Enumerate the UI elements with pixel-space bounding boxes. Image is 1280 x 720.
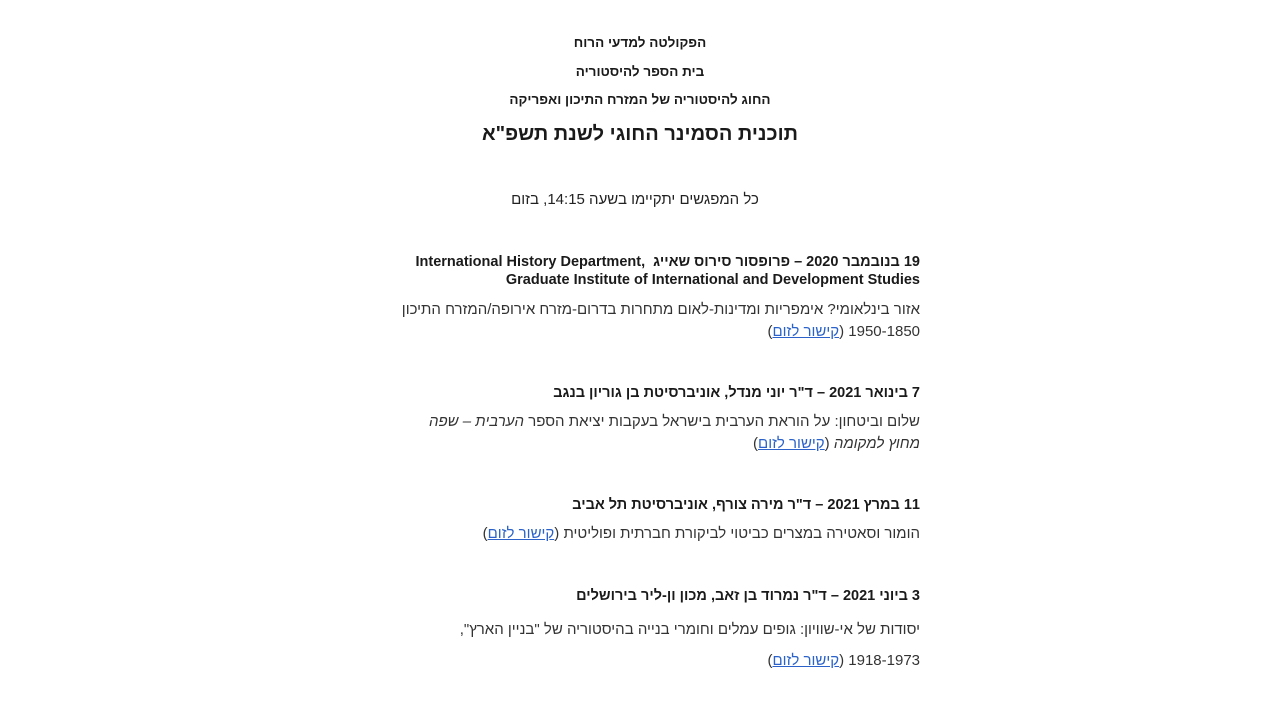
entry-topic [360, 299, 920, 343]
entry-topic-line2: 1950-1850 (קישור לזום) [767, 323, 920, 340]
school-name: בית הספר להיסטוריה [575, 64, 705, 79]
entry-topic [360, 411, 920, 455]
entry-topic-line1: הומור וסאטירה במצרים כביטוי לביקורת חברתית ופוליטית (קישור לזום) [482, 525, 920, 542]
entry-topic [360, 614, 920, 676]
entry-date-speaker: 7 בינואר 2021 – ד"ר יוני מנדל, אוניברסיטת בן גוריון בנגב [553, 385, 920, 401]
zoom-link[interactable]: קישור לזום [772, 323, 840, 340]
seminar-entry [360, 587, 920, 676]
faculty-name: הפקולטה למדעי הרוח [573, 35, 707, 50]
entry-affiliation: International History Department, [415, 254, 646, 270]
entry-date-speaker: 19 בנובמבר 2020 – פרופסור סירוס שאייג [653, 254, 920, 270]
entry-date-speaker: 3 ביוני 2021 – ד"ר נמרוד בן זאב, מכון ון-ליר בירושלים [576, 588, 920, 604]
entry-topic [360, 523, 920, 545]
sessions-note: כל המפגשים יתקיימו בשעה 14:15, בזום [511, 191, 759, 208]
entry-affiliation-line2: Graduate Institute of International and Development Studies [505, 272, 920, 288]
zoom-link[interactable]: קישור לזום [772, 652, 840, 669]
seminar-entry [360, 496, 920, 545]
department-name: החוג להיסטוריה של המזרח התיכון ואפריקה [509, 92, 771, 107]
entry-topic-line2: 1918-1973 (קישור לזום) [767, 652, 920, 669]
entry-topic-line1: אזור בינלאומי? אימפריות ומדינות-לאום מתחרות בדרום-מזרח אירופה/המזרח התיכון [401, 301, 920, 318]
entry-heading [360, 253, 920, 271]
zoom-link[interactable]: קישור לזום [758, 435, 825, 452]
entry-date-speaker: 11 במרץ 2021 – ד"ר מירה צורף, אוניברסיטת תל אביב [572, 497, 920, 513]
seminar-entry [360, 253, 920, 343]
page-title: תוכנית הסמינר החוגי לשנת תשפ"א [482, 123, 798, 145]
entry-topic-line2: מחוץ למקומה (קישור לזום) [753, 435, 920, 452]
zoom-link[interactable]: קישור לזום [487, 525, 555, 542]
entry-topic-line1: יסודות של אי-שוויון: גופים עמלים וחומרי בנייה בהיסטוריה של "בניין הארץ", [459, 621, 920, 638]
book-title: הערבית – שפה [429, 413, 525, 430]
entry-topic-line1: שלום וביטחון: על הוראת הערבית בישראל בעקבות יציאת הספר הערבית – שפה [429, 413, 920, 430]
seminar-entry [360, 384, 920, 455]
